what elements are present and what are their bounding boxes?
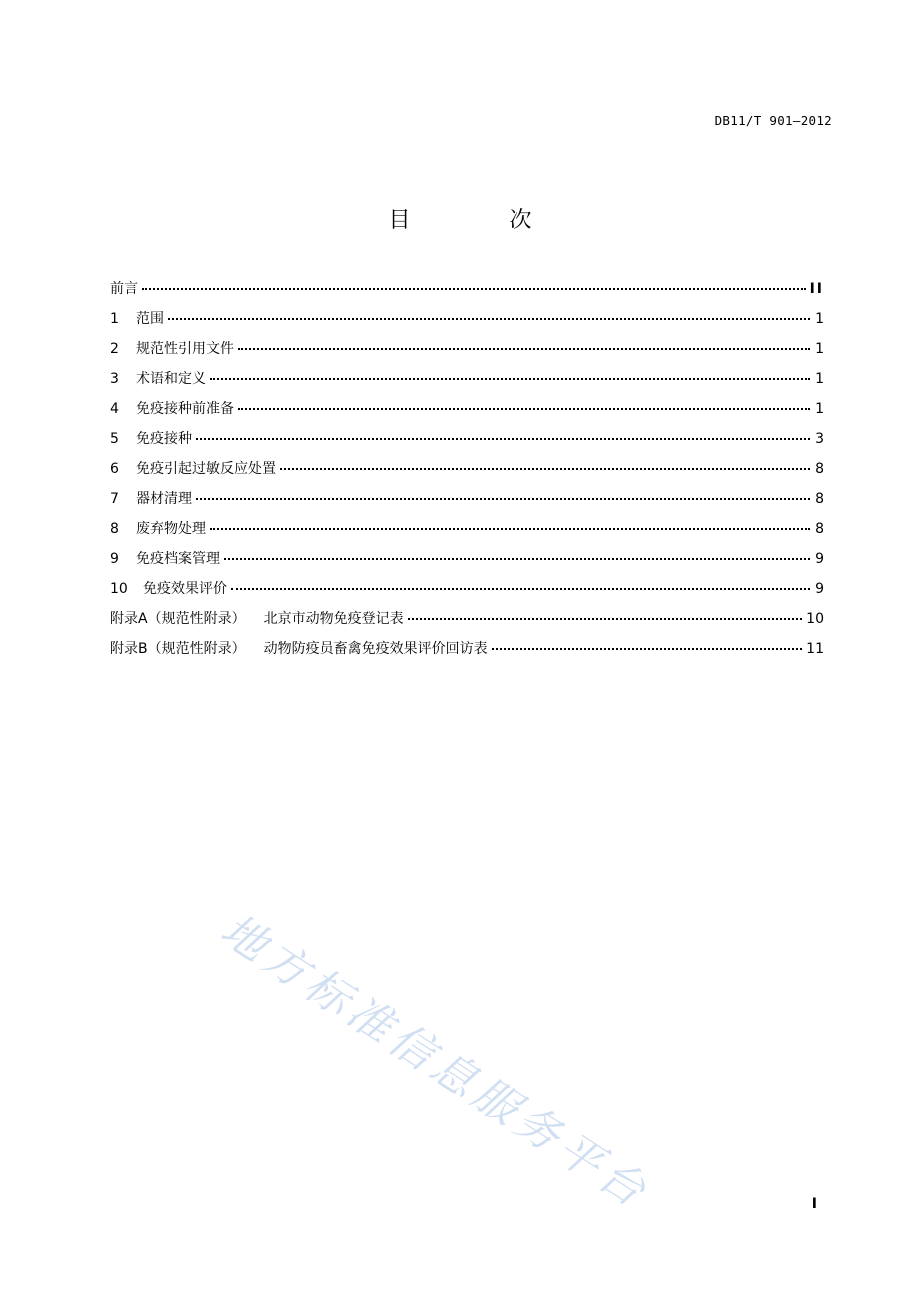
toc-leader-dots <box>168 318 810 320</box>
toc-entry-page: 8 <box>815 491 824 507</box>
toc-entry-3[interactable] <box>110 369 824 399</box>
toc-entry-page: 3 <box>815 431 824 447</box>
toc-entry-page: 9 <box>815 551 824 567</box>
toc-entry-page: 8 <box>815 521 824 537</box>
toc-leader-dots <box>142 288 806 290</box>
toc-entry-number: 9 <box>110 551 119 567</box>
toc-entry-number: 6 <box>110 461 119 477</box>
toc-leader-dots <box>231 588 810 590</box>
toc-entry-label: 术语和定义 <box>136 371 206 387</box>
toc-entry-page: 1 <box>815 341 824 357</box>
toc-entry-5[interactable] <box>110 429 824 459</box>
toc-entry-appendix-a[interactable] <box>110 609 824 639</box>
toc-leader-dots <box>196 498 810 500</box>
toc-leader-dots <box>210 378 810 380</box>
toc-entry-page: 1 <box>815 311 824 327</box>
toc-entry-number: 3 <box>110 371 119 387</box>
toc-entry-2[interactable] <box>110 339 824 369</box>
toc-entry-label: 免疫接种 <box>136 431 192 447</box>
toc-entry-label: 免疫档案管理 <box>136 551 220 567</box>
toc-leader-dots <box>196 438 810 440</box>
toc-entry-number: 附录A（规范性附录） <box>110 611 246 627</box>
toc-entry-number: 8 <box>110 521 119 537</box>
toc-entry-label: 动物防疫员畜禽免疫效果评价回访表 <box>263 641 488 657</box>
toc-entry-number: 附录B（规范性附录） <box>110 641 246 657</box>
page-number: I <box>811 1196 817 1212</box>
toc-leader-dots <box>238 348 810 350</box>
toc-entry-number: 2 <box>110 341 119 357</box>
toc-entry-number: 7 <box>110 491 119 507</box>
toc-leader-dots <box>224 558 810 560</box>
table-of-contents <box>110 279 824 669</box>
toc-leader-dots <box>408 618 803 620</box>
toc-entry-label: 废弃物处理 <box>136 521 206 537</box>
toc-leader-dots <box>210 528 810 530</box>
toc-entry-page: 1 <box>815 401 824 417</box>
toc-entry-page: 8 <box>815 461 824 477</box>
toc-entry-page: 10 <box>806 611 824 627</box>
toc-entry-10[interactable] <box>110 579 824 609</box>
toc-entry-appendix-b[interactable] <box>110 639 824 669</box>
toc-entry-label: 免疫引起过敏反应处置 <box>136 461 276 477</box>
toc-entry-label: 器材清理 <box>136 491 192 507</box>
toc-entry-number: 1 <box>110 311 119 327</box>
toc-entry-number: 4 <box>110 401 119 417</box>
toc-leader-dots <box>280 468 810 470</box>
toc-entry-label: 前言 <box>110 281 138 297</box>
toc-entry-label: 规范性引用文件 <box>136 341 234 357</box>
toc-leader-dots <box>238 408 810 410</box>
toc-entry-page: 1 <box>815 371 824 387</box>
toc-entry-7[interactable] <box>110 489 824 519</box>
toc-entry-label: 免疫效果评价 <box>143 581 227 597</box>
toc-entry-number: 5 <box>110 431 119 447</box>
toc-entry-foreword[interactable] <box>110 279 824 309</box>
toc-entry-1[interactable] <box>110 309 824 339</box>
toc-entry-6[interactable] <box>110 459 824 489</box>
toc-entry-4[interactable] <box>110 399 824 429</box>
toc-entry-label: 范围 <box>136 311 164 327</box>
document-code: DB11/T 901—2012 <box>714 113 832 128</box>
watermark: 地方标准信息服务平台 <box>211 904 659 1220</box>
toc-entry-label: 北京市动物免疫登记表 <box>263 611 404 627</box>
toc-entry-page: 9 <box>815 581 824 597</box>
toc-entry-number: 10 <box>110 581 128 597</box>
toc-entry-page: II <box>809 281 824 297</box>
toc-entry-page: 11 <box>806 641 824 657</box>
toc-entry-9[interactable] <box>110 549 824 579</box>
toc-leader-dots <box>492 648 803 650</box>
toc-entry-label: 免疫接种前准备 <box>136 401 234 417</box>
toc-entry-8[interactable] <box>110 519 824 549</box>
toc-title: 目 次 <box>388 208 578 233</box>
